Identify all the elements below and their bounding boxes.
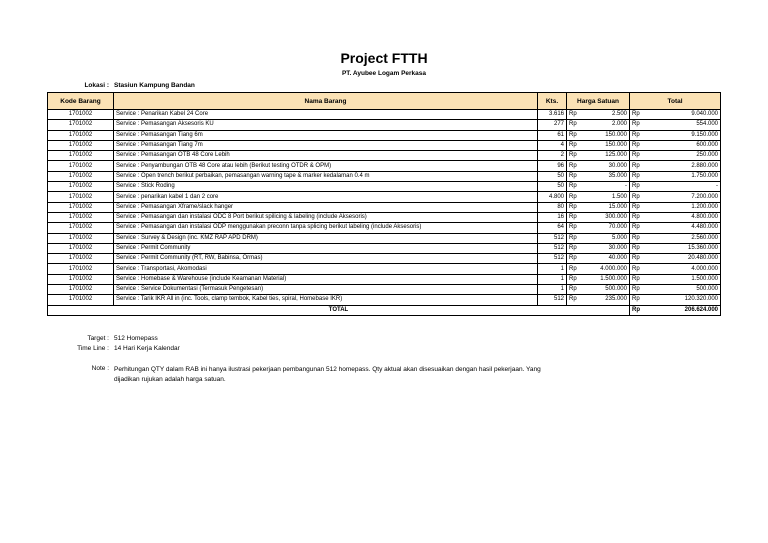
location-label: Lokasi : (84, 82, 109, 89)
cell-qty: 16 (538, 212, 567, 222)
table-row (48, 161, 721, 171)
cell-kode: 1701002 (48, 202, 114, 212)
cell-total: 600.000 (642, 140, 721, 150)
cell-nama: Service : Open trench berikut perbaikan, pemasangan warning tape & marker kedalaman 0.4 m (114, 171, 538, 181)
cell-total-currency: Rp (630, 140, 642, 150)
cell-total: 2.560.000 (642, 233, 721, 243)
cell-kode: 1701002 (48, 161, 114, 171)
cell-harga: - (579, 182, 630, 192)
cell-qty: 512 (538, 243, 567, 253)
cell-total: - (642, 182, 721, 192)
cell-kode: 1701002 (48, 192, 114, 202)
table-row (48, 233, 721, 243)
cell-total: 15.360.000 (642, 243, 721, 253)
cell-nama: Service : Survey & Design (inc. KMZ RAP APD DRM) (114, 233, 538, 243)
total-row (48, 305, 721, 315)
cell-nama: Service : Service Dokumentasi (Termasuk Pengetesan) (114, 285, 538, 295)
header-harga: Harga Satuan (567, 93, 630, 110)
cell-harga-currency: Rp (567, 264, 579, 274)
cell-total: 554.000 (642, 120, 721, 130)
location-value: Stasiun Kampung Bandan (114, 82, 195, 89)
table-row (48, 212, 721, 222)
cell-total-currency: Rp (630, 130, 642, 140)
target-value: 512 Homepass (114, 335, 158, 342)
cell-total-currency: Rp (630, 274, 642, 284)
cell-harga-currency: Rp (567, 254, 579, 264)
cell-total: 20.480.000 (642, 254, 721, 264)
cell-kode: 1701002 (48, 182, 114, 192)
table-row (48, 171, 721, 181)
cell-total: 1.750.000 (642, 171, 721, 181)
table-row (48, 274, 721, 284)
cell-harga: 235.000 (579, 295, 630, 305)
cell-qty: 2 (538, 151, 567, 161)
cell-harga-currency: Rp (567, 243, 579, 253)
cell-qty: 61 (538, 130, 567, 140)
cell-kode: 1701002 (48, 233, 114, 243)
cell-harga: 2.000 (579, 120, 630, 130)
cell-qty: 50 (538, 171, 567, 181)
cell-harga: 35.000 (579, 171, 630, 181)
cell-total-currency: Rp (630, 223, 642, 233)
table-row (48, 285, 721, 295)
cell-qty: 277 (538, 120, 567, 130)
cell-harga-currency: Rp (567, 140, 579, 150)
cell-qty: 512 (538, 254, 567, 264)
cell-qty: 1 (538, 274, 567, 284)
cell-nama: Service : Penyambungan OTB 48 Core atau lebih (Berikut testing OTDR & OPM) (114, 161, 538, 171)
cell-qty: 50 (538, 182, 567, 192)
cell-kode: 1701002 (48, 223, 114, 233)
cell-qty: 4 (538, 140, 567, 150)
cell-nama: Service : Homebase & Warehouse (include Keamanan Material) (114, 274, 538, 284)
table-row (48, 120, 721, 130)
cell-qty: 512 (538, 295, 567, 305)
cell-qty: 1 (538, 285, 567, 295)
cell-total-currency: Rp (630, 243, 642, 253)
cell-harga: 500.000 (579, 285, 630, 295)
cell-kode: 1701002 (48, 171, 114, 181)
cell-nama: Service : Pemasangan dan instalasi ODC 8 Port berikut spilicing & labeling (include Aksesoris) (114, 212, 538, 222)
cell-harga: 5.000 (579, 233, 630, 243)
cost-table (47, 92, 721, 316)
cell-kode: 1701002 (48, 120, 114, 130)
target-label: Target : (87, 335, 109, 342)
cell-kode: 1701002 (48, 151, 114, 161)
table-row (48, 295, 721, 305)
cell-total-currency: Rp (630, 212, 642, 222)
cell-nama: Service : Tarik IKR All in (inc. Tools, clamp tembok, Kabel ties, spiral, Homebase IKR) (114, 295, 538, 305)
cell-harga-currency: Rp (567, 130, 579, 140)
table-header-row (48, 93, 721, 110)
timeline-value: 14 Hari Kerja Kalendar (114, 345, 180, 352)
cell-nama: Service : Pemasangan dan instalasi ODP menggunakan preconn tanpa splicing berikut labeling (include Aksesoris) (114, 223, 538, 233)
cell-qty: 512 (538, 233, 567, 243)
cell-harga-currency: Rp (567, 223, 579, 233)
table-row (48, 110, 721, 120)
cell-total: 120.320.000 (642, 295, 721, 305)
cell-nama: Service : Pemasangan Tiang 6m (114, 130, 538, 140)
cell-total: 4.480.000 (642, 223, 721, 233)
header-kode: Kode Barang (48, 93, 114, 110)
table-row (48, 182, 721, 192)
table-row (48, 254, 721, 264)
cell-harga-currency: Rp (567, 274, 579, 284)
cell-qty: 96 (538, 161, 567, 171)
timeline-label: Time Line : (77, 345, 109, 352)
cell-harga: 15.000 (579, 202, 630, 212)
cell-total: 9.040.000 (642, 110, 721, 120)
cell-total-currency: Rp (630, 151, 642, 161)
cell-total: 1.500.000 (642, 274, 721, 284)
cell-total-currency: Rp (630, 264, 642, 274)
table-row (48, 130, 721, 140)
cell-harga-currency: Rp (567, 295, 579, 305)
cell-harga: 70.000 (579, 223, 630, 233)
cell-nama: Service : Permit Community (RT, RW, Babinsa, Ormas) (114, 254, 538, 264)
cell-harga: 30.000 (579, 161, 630, 171)
cell-harga: 2.500 (579, 110, 630, 120)
cell-total-currency: Rp (630, 161, 642, 171)
table-row (48, 151, 721, 161)
total-value: 206.624.000 (642, 305, 721, 315)
cell-total-currency: Rp (630, 120, 642, 130)
cell-harga-currency: Rp (567, 120, 579, 130)
header-total: Total (630, 93, 721, 110)
cell-total: 2.880.000 (642, 161, 721, 171)
cell-kode: 1701002 (48, 285, 114, 295)
table-body (48, 110, 721, 306)
cell-kode: 1701002 (48, 212, 114, 222)
cell-harga-currency: Rp (567, 171, 579, 181)
cell-nama: Service : Pemasangan Tiang 7m (114, 140, 538, 150)
cell-nama: Service : Pemasangan Aksesoris KU (114, 120, 538, 130)
cell-kode: 1701002 (48, 264, 114, 274)
cell-harga-currency: Rp (567, 182, 579, 192)
cell-harga-currency: Rp (567, 212, 579, 222)
cell-kode: 1701002 (48, 130, 114, 140)
cell-total-currency: Rp (630, 171, 642, 181)
header-nama: Nama Barang (114, 93, 538, 110)
cell-harga: 300.000 (579, 212, 630, 222)
cell-kode: 1701002 (48, 140, 114, 150)
cell-qty: 3.616 (538, 110, 567, 120)
cell-harga-currency: Rp (567, 202, 579, 212)
cell-harga: 1.500.000 (579, 274, 630, 284)
cell-total-currency: Rp (630, 295, 642, 305)
header-qty: Kts. (538, 93, 567, 110)
cell-nama: Service : Stick Roding (114, 182, 538, 192)
table-row (48, 140, 721, 150)
document-title: Project FTTH (340, 50, 428, 66)
cell-total-currency: Rp (630, 182, 642, 192)
cell-harga: 30.000 (579, 243, 630, 253)
cell-nama: Service : Transportasi, Akomodasi (114, 264, 538, 274)
cell-qty: 1 (538, 264, 567, 274)
cell-total-currency: Rp (630, 202, 642, 212)
table-row (48, 243, 721, 253)
cell-harga: 1.500 (579, 192, 630, 202)
total-label: TOTAL (48, 305, 630, 315)
cell-kode: 1701002 (48, 295, 114, 305)
cell-nama: Service : Pemasangan Xframe/slack hanger (114, 202, 538, 212)
cell-kode: 1701002 (48, 274, 114, 284)
cell-harga: 150.000 (579, 130, 630, 140)
cell-harga-currency: Rp (567, 192, 579, 202)
table-row (48, 202, 721, 212)
cell-total-currency: Rp (630, 233, 642, 243)
cell-qty: 64 (538, 223, 567, 233)
cell-total: 500.000 (642, 285, 721, 295)
cell-nama: Service : penarikan kabel 1 dan 2 core (114, 192, 538, 202)
note-text: Perhitungan QTY dalam RAB ini hanya ilustrasi pekerjaan pembangunan 512 homepass. Qty aktual akan disesuaikan dengan hasil pekerjaan. Yang dijadikan rujukan adalah harga satuan. (114, 366, 541, 383)
cell-total-currency: Rp (630, 110, 642, 120)
cell-harga-currency: Rp (567, 110, 579, 120)
cell-qty: 80 (538, 202, 567, 212)
cell-kode: 1701002 (48, 110, 114, 120)
note-label: Note : (91, 365, 109, 372)
cell-nama: Service : Pemasangan OTB 48 Core Lebih (114, 151, 538, 161)
cell-total: 4.000.000 (642, 264, 721, 274)
table-row (48, 264, 721, 274)
cell-total-currency: Rp (630, 192, 642, 202)
total-currency: Rp (630, 305, 642, 315)
cell-total: 4.800.000 (642, 212, 721, 222)
cell-total-currency: Rp (630, 254, 642, 264)
cell-total: 1.200.000 (642, 202, 721, 212)
company-name: PT. Ayubee Logam Perkasa (341, 70, 427, 77)
table-row (48, 223, 721, 233)
cell-harga-currency: Rp (567, 161, 579, 171)
cell-harga: 4.000.000 (579, 264, 630, 274)
cell-total: 9.150.000 (642, 130, 721, 140)
cell-total-currency: Rp (630, 285, 642, 295)
cell-qty: 4.800 (538, 192, 567, 202)
cell-harga: 40.000 (579, 254, 630, 264)
cell-harga-currency: Rp (567, 285, 579, 295)
cell-kode: 1701002 (48, 243, 114, 253)
cell-nama: Service : Penarikan Kabel 24 Core (114, 110, 538, 120)
cell-harga-currency: Rp (567, 151, 579, 161)
cell-nama: Service : Permit Community (114, 243, 538, 253)
cell-harga: 125.000 (579, 151, 630, 161)
cell-harga-currency: Rp (567, 233, 579, 243)
cell-harga: 150.000 (579, 140, 630, 150)
cell-total: 7.200.000 (642, 192, 721, 202)
table-row (48, 192, 721, 202)
cell-total: 250.000 (642, 151, 721, 161)
cell-kode: 1701002 (48, 254, 114, 264)
